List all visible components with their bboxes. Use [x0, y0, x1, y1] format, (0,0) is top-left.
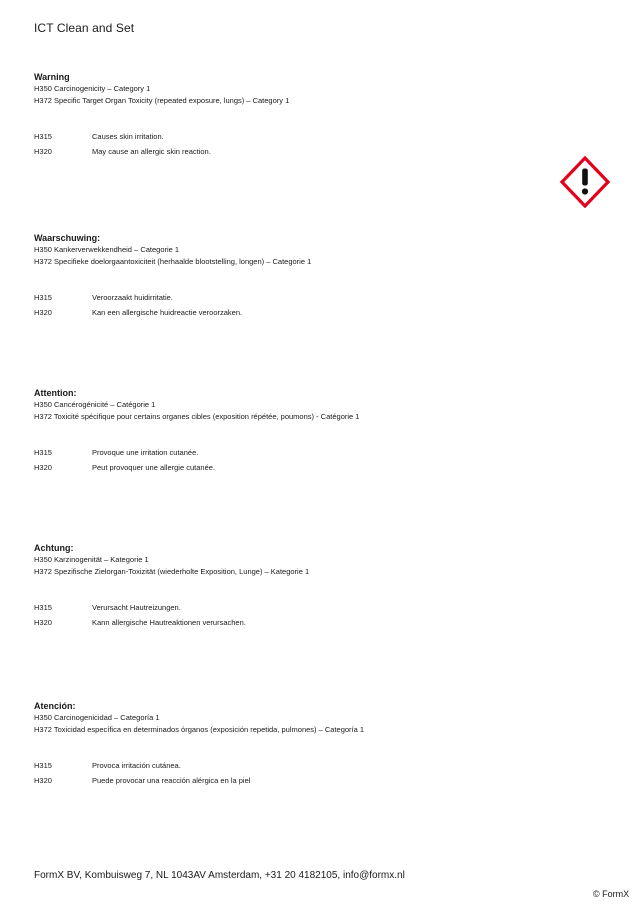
hazard-code: H315 [34, 603, 52, 612]
hazard-classification: H372 Spezifische Zielorgan-Toxizität (wiederholte Exposition, Lunge) – Kategorie 1 [34, 566, 310, 576]
hazard-text: Peut provoquer une allergie cutanée. [92, 462, 216, 472]
hazard-statement-list [34, 291, 554, 320]
ghs07-exclamation-mark-icon [560, 156, 610, 208]
hazard-statement [34, 616, 554, 631]
hazard-statement [34, 306, 554, 321]
signal-word: Warning [34, 72, 70, 82]
hazard-classification: H372 Toxicité spécifique pour certains organes cibles (exposition répétée, poumons) - Catégorie 1 [34, 411, 360, 421]
hazard-statement [34, 601, 554, 616]
hazard-classification: H372 Specific Target Organ Toxicity (repeated exposure, lungs) – Category 1 [34, 95, 290, 105]
copyright-notice: © FormX [593, 889, 630, 899]
hazard-classification: H350 Kankerverwekkendheid – Categorie 1 [34, 245, 180, 254]
hazard-statement [34, 774, 554, 789]
hazard-classification: H372 Specifieke doelorgaantoxiciteit (herhaalde blootstelling, longen) – Categorie 1 [34, 256, 312, 266]
hazard-statement [34, 461, 554, 476]
hazard-text: Provoca irritación cutánea. [92, 761, 181, 770]
signal-word: Waarschuwing: [34, 233, 101, 243]
company-footer: FormX BV, Kombuisweg 7, NL 1043AV Amsterdam, +31 20 4182105, info@formx.nl [34, 870, 405, 881]
hazard-text: Kann allergische Hautreaktionen verursachen. [92, 617, 246, 627]
hazard-section-dutch [34, 232, 554, 320]
signal-word: Atención: [34, 701, 76, 711]
hazard-code: H320 [34, 617, 52, 627]
hazard-section-spanish [34, 700, 554, 788]
hazard-section-english [34, 71, 554, 159]
hazard-statement [34, 291, 554, 306]
hazard-text: May cause an allergic skin reaction. [92, 146, 211, 156]
hazard-statement [34, 130, 554, 145]
hazard-text: Veroorzaakt huidirritatie. [92, 293, 173, 302]
hazard-statement-list [34, 130, 554, 159]
hazard-code: H315 [34, 132, 52, 141]
hazard-statement-list [34, 759, 554, 788]
hazard-statement-list [34, 601, 554, 630]
hazard-statement [34, 759, 554, 774]
hazard-statement [34, 446, 554, 461]
hazard-text: Verursacht Hautreizungen. [92, 603, 181, 612]
signal-word: Achtung: [34, 543, 74, 553]
hazard-section-french [34, 387, 554, 475]
hazard-text: Puede provocar una reacción alérgica en la piel [92, 775, 251, 785]
signal-word: Attention: [34, 388, 77, 398]
document-title: ICT Clean and Set [34, 21, 135, 35]
hazard-statement-list [34, 446, 554, 475]
hazard-code: H315 [34, 293, 52, 302]
hazard-classification: H350 Carcinogenicity – Category 1 [34, 84, 151, 93]
hazard-code: H320 [34, 775, 52, 785]
hazard-classification: H350 Karzinogenität – Kategorie 1 [34, 555, 149, 564]
hazard-text: Causes skin irritation. [92, 132, 164, 141]
hazard-classification: H350 Cancérogénicité – Catégorie 1 [34, 400, 156, 409]
hazard-section-german [34, 542, 554, 630]
hazard-code: H320 [34, 462, 52, 472]
hazard-classification: H372 Toxicidad específica en determinados órganos (exposición repetida, pulmones) – Categoría 1 [34, 724, 365, 734]
hazard-code: H315 [34, 761, 52, 770]
hazard-code: H315 [34, 448, 52, 457]
hazard-classification: H350 Carcinogenicidad – Categoría 1 [34, 713, 160, 722]
hazard-code: H320 [34, 307, 52, 317]
hazard-text: Provoque une irritation cutanée. [92, 448, 199, 457]
hazard-statement [34, 145, 554, 160]
hazard-code: H320 [34, 146, 52, 156]
hazard-text: Kan een allergische huidreactie veroorzaken. [92, 307, 243, 317]
